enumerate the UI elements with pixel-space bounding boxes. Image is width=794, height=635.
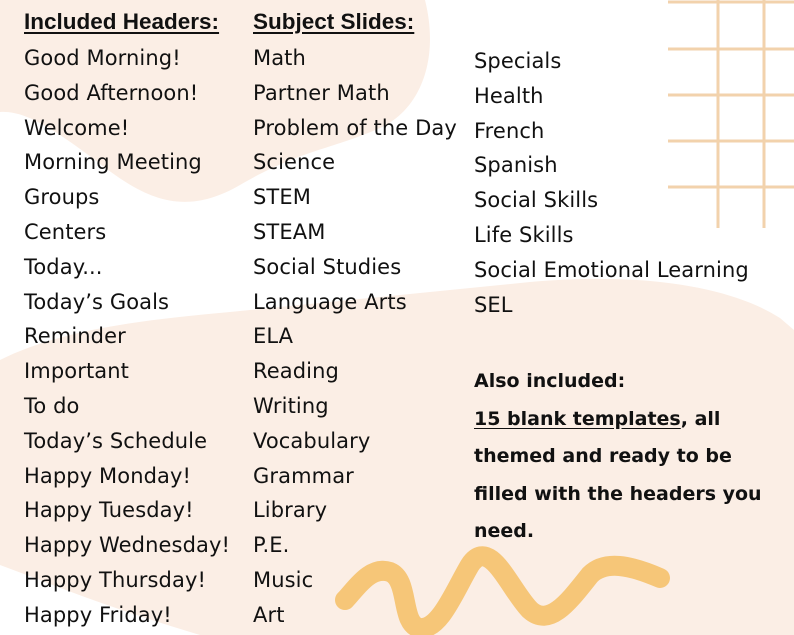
subject-item: Reading — [253, 359, 339, 384]
subject-item: Spanish — [474, 153, 558, 178]
header-item: Groups — [24, 185, 100, 210]
subject-item: Social Studies — [253, 254, 402, 279]
subject-item: Science — [253, 150, 336, 175]
subject-item: Specials — [474, 49, 562, 73]
header-item: Reminder — [24, 324, 126, 349]
subject-slides-list-continued — [474, 44, 749, 322]
subject-item: STEM — [253, 185, 311, 210]
also-included-title: Also included: — [474, 370, 626, 392]
also-included-body — [474, 401, 774, 551]
header-item: Happy Friday! — [24, 602, 172, 627]
header-item: Today... — [24, 254, 103, 279]
header-item: To do — [24, 393, 80, 418]
header-item: Today’s Goals — [24, 289, 170, 314]
subject-slides-list — [253, 41, 457, 633]
also-included-rest: , all themed and ready to be filled with the headers you need. — [474, 407, 762, 542]
subject-item: Life Skills — [474, 222, 574, 247]
subject-item: Library — [253, 498, 328, 523]
subject-item: Health — [474, 83, 544, 108]
header-item: Happy Thursday! — [24, 567, 206, 592]
subject-slides-title: Subject Slides: — [253, 9, 415, 34]
included-headers-title: Included Headers: — [24, 9, 220, 34]
also-included-section — [474, 363, 774, 551]
header-item: Good Morning! — [24, 46, 181, 70]
header-item: Centers — [24, 219, 107, 244]
included-headers-list — [24, 41, 230, 633]
subject-item: Language Arts — [253, 289, 407, 314]
subject-item: Writing — [253, 393, 329, 418]
blank-templates-link: 15 blank templates — [474, 407, 681, 430]
subject-item: Music — [253, 567, 314, 592]
header-item: Important — [24, 359, 130, 384]
subject-item: Art — [253, 602, 285, 627]
header-item: Happy Monday! — [24, 463, 192, 488]
header-item: Today’s Schedule — [24, 428, 208, 453]
subject-item: Problem of the Day — [253, 115, 457, 140]
subject-item: P.E. — [253, 533, 290, 558]
header-item: Welcome! — [24, 115, 130, 140]
subject-item: Vocabulary — [253, 428, 371, 453]
header-item: Happy Tuesday! — [24, 498, 194, 523]
header-item: Happy Wednesday! — [24, 533, 231, 558]
subject-item: Partner Math — [253, 80, 390, 105]
subject-item: Math — [253, 46, 306, 70]
subject-item: Social Skills — [474, 188, 599, 213]
subject-item: SEL — [474, 292, 513, 317]
subject-item: Grammar — [253, 463, 354, 488]
subject-item: STEAM — [253, 219, 326, 244]
header-item: Morning Meeting — [24, 150, 202, 175]
header-item: Good Afternoon! — [24, 80, 199, 105]
subject-item: Social Emotional Learning — [474, 257, 749, 282]
subject-item: French — [474, 118, 545, 143]
subject-item: ELA — [253, 324, 294, 349]
